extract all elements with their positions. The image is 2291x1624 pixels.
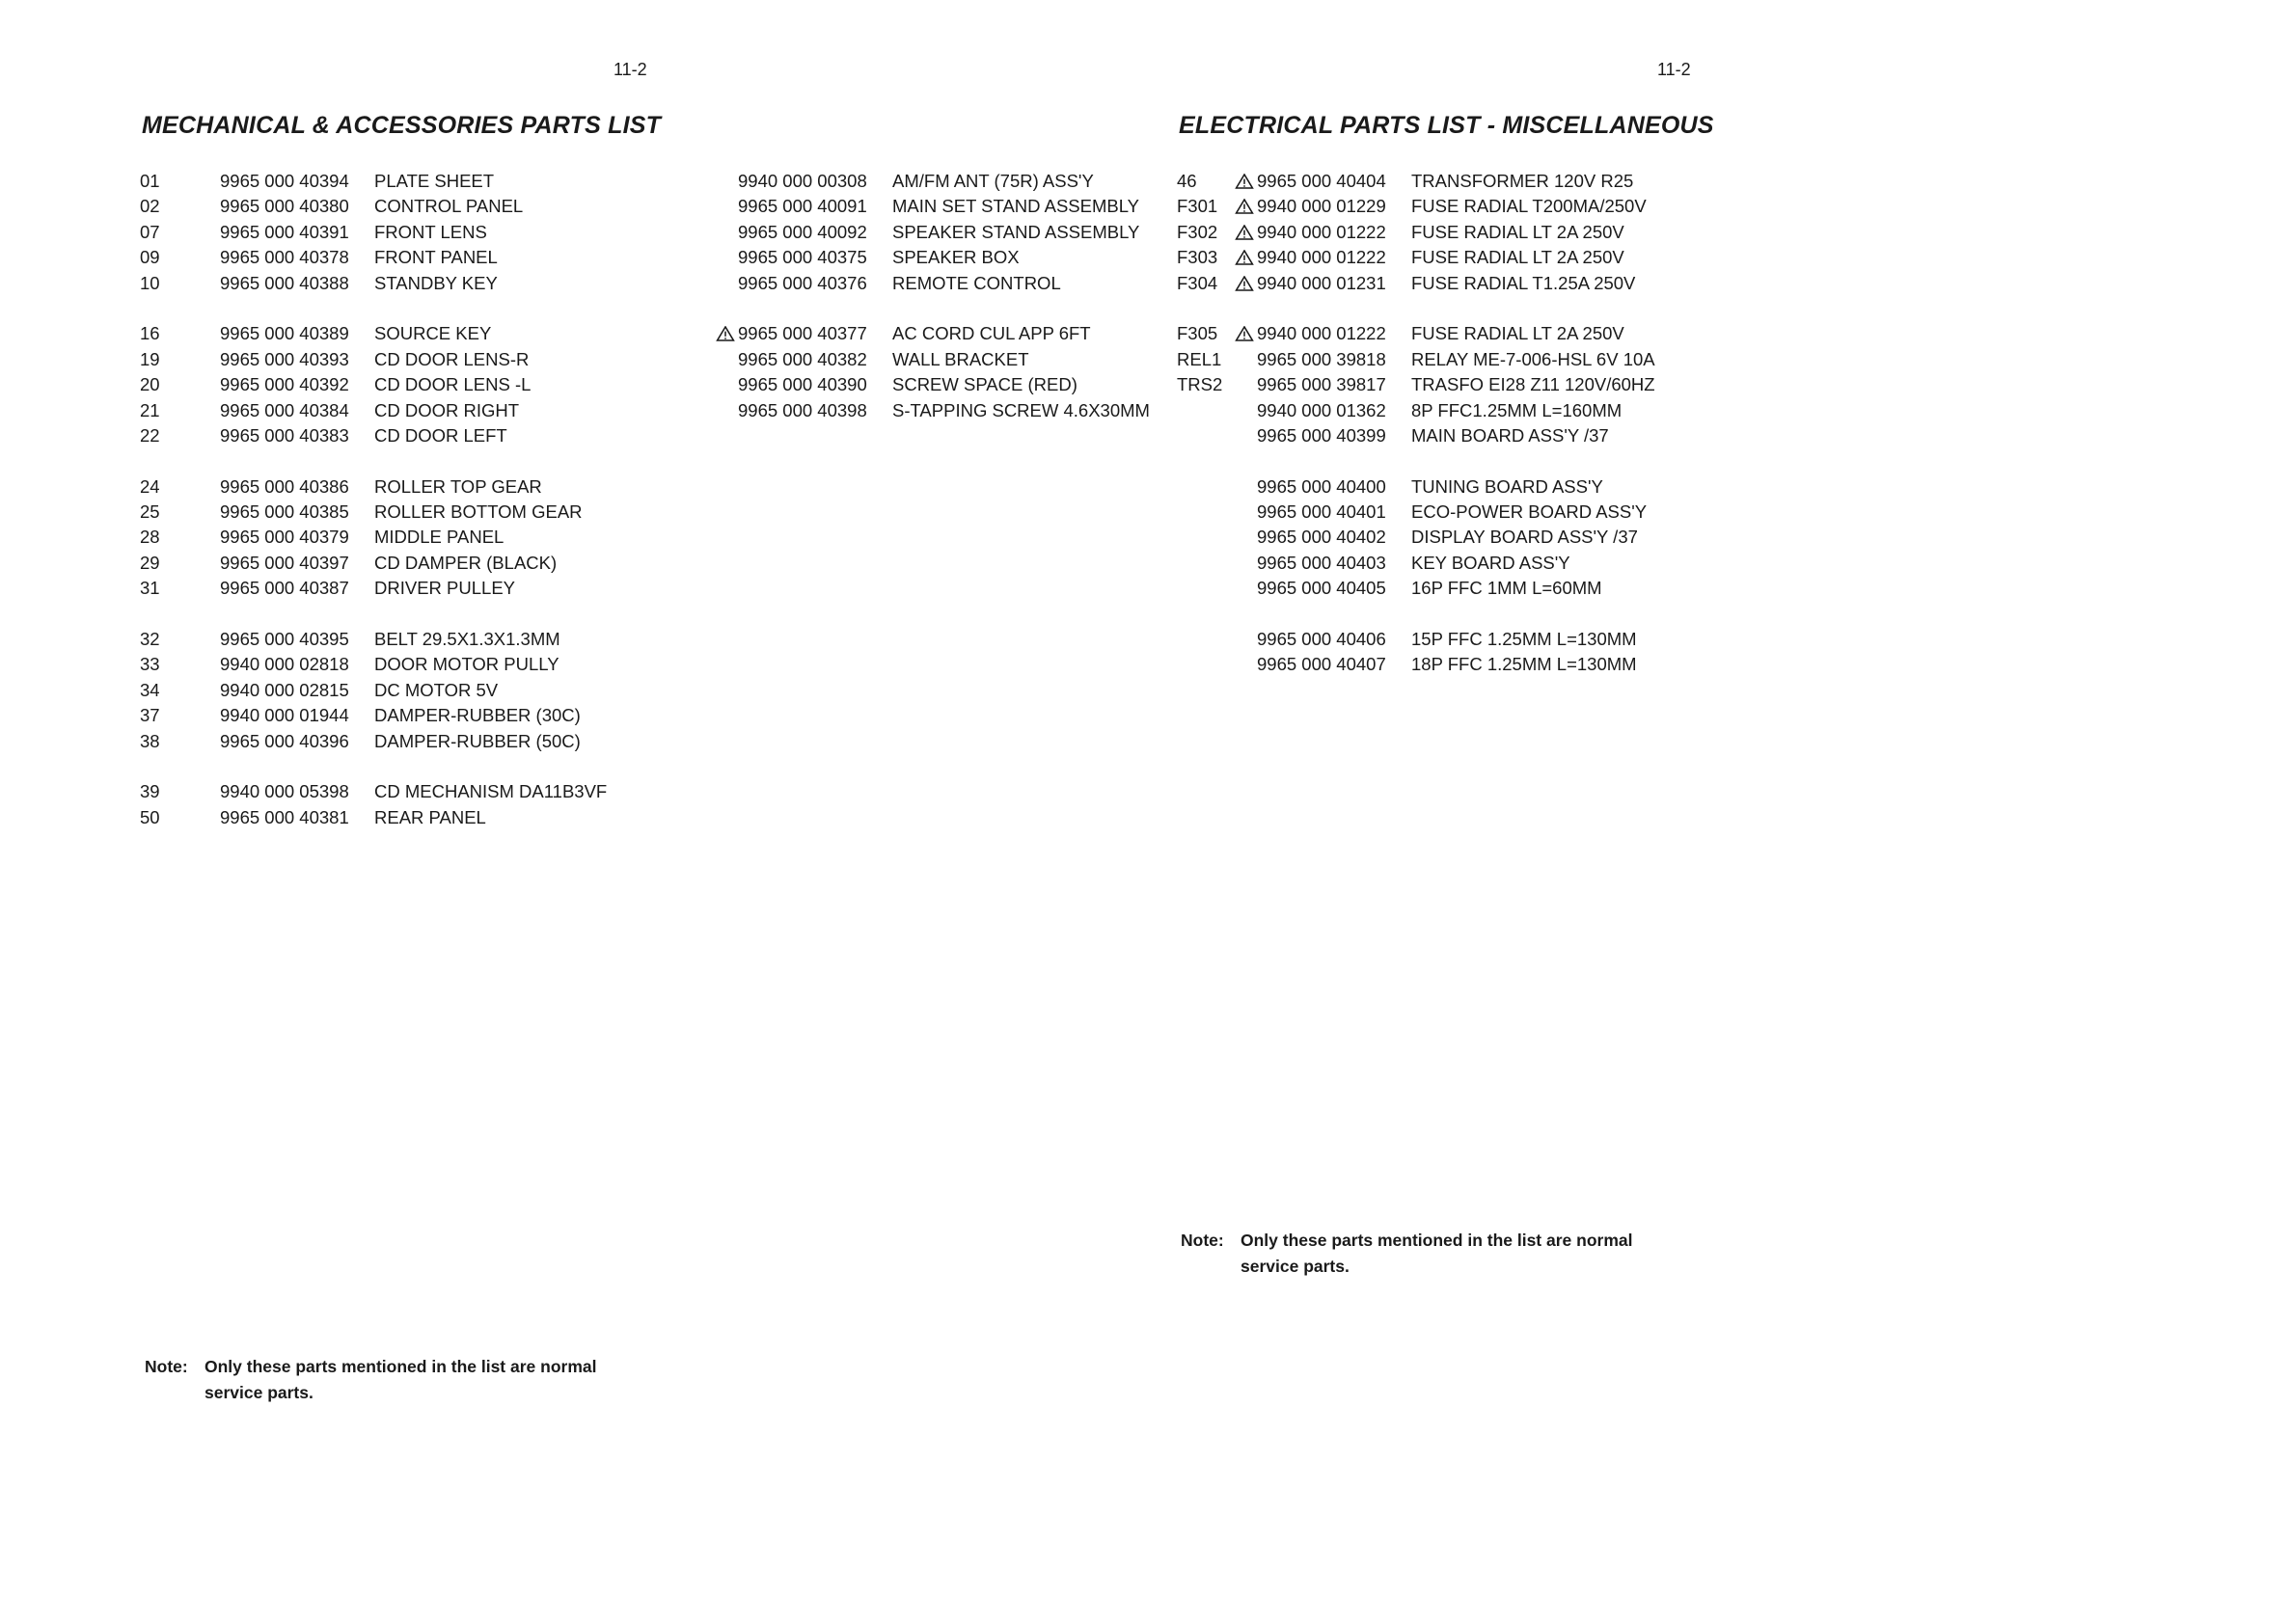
part-description: S-TAPPING SCREW 4.6X30MM xyxy=(892,399,1150,420)
warning-triangle-icon xyxy=(1235,225,1254,240)
mechanical-parts-list xyxy=(140,169,719,830)
part-number: 9965 000 40398 xyxy=(738,399,867,420)
item-number: 07 xyxy=(140,221,160,242)
part-description: DISPLAY BOARD ASS'Y /37 xyxy=(1411,527,1638,548)
part-description: REMOTE CONTROL xyxy=(892,272,1061,293)
parts-row xyxy=(140,372,719,397)
part-description: 18P FFC 1.25MM L=130MM xyxy=(1411,654,1637,675)
parts-row xyxy=(140,169,719,194)
part-number: 9965 000 40375 xyxy=(738,247,867,268)
part-number: 9965 000 40379 xyxy=(220,527,349,548)
part-description: CD DOOR RIGHT xyxy=(374,399,520,420)
part-description: CD DOOR LENS-R xyxy=(374,348,530,369)
part-description: SPEAKER STAND ASSEMBLY xyxy=(892,221,1140,242)
part-description: 16P FFC 1MM L=60MM xyxy=(1411,578,1602,599)
part-description: SCREW SPACE (RED) xyxy=(892,374,1077,395)
left-note xyxy=(145,1354,723,1412)
electrical-parts-list xyxy=(1177,169,1717,678)
parts-row xyxy=(714,398,1167,423)
accessories-parts-list xyxy=(714,169,1167,423)
reference-designator: F302 xyxy=(1177,221,1218,242)
item-number: 29 xyxy=(140,552,160,573)
part-description: SPEAKER BOX xyxy=(892,247,1020,268)
reference-designator: F304 xyxy=(1177,272,1218,293)
part-description: AM/FM ANT (75R) ASS'Y xyxy=(892,171,1094,191)
parts-row xyxy=(1177,500,1717,525)
part-description: FRONT LENS xyxy=(374,221,487,242)
part-number: 9965 000 40390 xyxy=(738,374,867,395)
reference-designator: REL1 xyxy=(1177,348,1222,369)
part-description: WALL BRACKET xyxy=(892,348,1029,369)
part-description: DRIVER PULLEY xyxy=(374,578,515,599)
parts-row xyxy=(1177,347,1717,372)
parts-row xyxy=(1177,169,1717,194)
note-label: Note: xyxy=(1181,1231,1224,1250)
part-description: ECO-POWER BOARD ASS'Y xyxy=(1411,501,1648,523)
part-number: 9965 000 40391 xyxy=(220,221,349,242)
part-number: 9965 000 40383 xyxy=(220,424,349,446)
parts-row xyxy=(140,245,719,270)
part-description: FUSE RADIAL T1.25A 250V xyxy=(1411,272,1636,293)
group-spacer xyxy=(140,296,719,321)
part-number: 9940 000 00308 xyxy=(738,171,867,191)
part-description: MAIN BOARD ASS'Y /37 xyxy=(1411,424,1609,446)
group-spacer xyxy=(1177,448,1717,474)
part-number: 9965 000 40091 xyxy=(738,196,867,217)
warning-triangle-icon xyxy=(1235,174,1254,189)
parts-row xyxy=(714,194,1167,219)
part-description: 15P FFC 1.25MM L=130MM xyxy=(1411,629,1637,650)
parts-row xyxy=(1177,627,1717,652)
item-number: 10 xyxy=(140,272,160,293)
part-number: 9965 000 40384 xyxy=(220,399,349,420)
note-text xyxy=(1241,1228,1723,1280)
part-description: STANDBY KEY xyxy=(374,272,498,293)
part-number: 9965 000 40382 xyxy=(738,348,867,369)
warning-triangle-icon xyxy=(716,326,735,341)
part-description: PLATE SHEET xyxy=(374,171,495,191)
part-description: CD DOOR LEFT xyxy=(374,424,507,446)
part-number: 9965 000 40377 xyxy=(738,323,867,344)
parts-row xyxy=(714,347,1167,372)
item-number: 20 xyxy=(140,374,160,395)
part-number: 9940 000 01944 xyxy=(220,705,349,726)
reference-designator: F305 xyxy=(1177,323,1218,344)
part-number: 9965 000 40406 xyxy=(1257,629,1386,650)
left-page-number: 11-2 xyxy=(614,60,647,79)
item-number: 09 xyxy=(140,247,160,268)
item-number: 21 xyxy=(140,399,160,420)
warning-triangle-icon xyxy=(1235,276,1254,291)
part-number: 9965 000 40393 xyxy=(220,348,349,369)
parts-row xyxy=(140,652,719,677)
part-number: 9965 000 40404 xyxy=(1257,171,1386,191)
item-number: 32 xyxy=(140,629,160,650)
part-description: FRONT PANEL xyxy=(374,247,498,268)
parts-row xyxy=(140,220,719,245)
parts-row xyxy=(140,398,719,423)
part-description: MAIN SET STAND ASSEMBLY xyxy=(892,196,1139,217)
part-number: 9965 000 40388 xyxy=(220,272,349,293)
part-number: 9965 000 39818 xyxy=(1257,348,1386,369)
part-number: 9940 000 01231 xyxy=(1257,272,1386,293)
part-number: 9965 000 40386 xyxy=(220,475,349,497)
parts-row xyxy=(1177,551,1717,576)
parts-row xyxy=(1177,220,1717,245)
part-description: KEY BOARD ASS'Y xyxy=(1411,552,1570,573)
reference-designator: F303 xyxy=(1177,247,1218,268)
part-description: FUSE RADIAL T200MA/250V xyxy=(1411,196,1647,217)
part-number: 9940 000 01222 xyxy=(1257,323,1386,344)
part-description: ROLLER BOTTOM GEAR xyxy=(374,501,583,523)
parts-row xyxy=(140,703,719,728)
mechanical-parts-heading: MECHANICAL & ACCESSORIES PARTS LIST xyxy=(142,112,662,139)
parts-row xyxy=(714,169,1167,194)
parts-row xyxy=(140,423,719,448)
item-number: 24 xyxy=(140,475,160,497)
parts-row xyxy=(714,220,1167,245)
part-description: TRANSFORMER 120V R25 xyxy=(1411,171,1634,191)
item-number: 31 xyxy=(140,578,160,599)
group-spacer xyxy=(714,296,1167,321)
parts-row xyxy=(714,321,1167,346)
part-number: 9965 000 40405 xyxy=(1257,578,1386,599)
part-number: 9965 000 40387 xyxy=(220,578,349,599)
item-number: 25 xyxy=(140,501,160,523)
warning-triangle-icon xyxy=(1235,326,1254,341)
part-number: 9965 000 40392 xyxy=(220,374,349,395)
electrical-parts-heading: ELECTRICAL PARTS LIST - MISCELLANEOUS xyxy=(1179,112,1714,139)
item-number: 33 xyxy=(140,654,160,675)
parts-row xyxy=(140,779,719,804)
part-description: FUSE RADIAL LT 2A 250V xyxy=(1411,323,1624,344)
warning-triangle-icon xyxy=(1235,250,1254,265)
parts-row xyxy=(140,729,719,754)
group-spacer xyxy=(140,602,719,627)
parts-row xyxy=(714,372,1167,397)
part-number: 9965 000 40389 xyxy=(220,323,349,344)
part-number: 9965 000 40381 xyxy=(220,806,349,827)
part-number: 9965 000 40394 xyxy=(220,171,349,191)
parts-row xyxy=(140,678,719,703)
part-number: 9940 000 02815 xyxy=(220,679,349,700)
part-number: 9965 000 40385 xyxy=(220,501,349,523)
item-number: 50 xyxy=(140,806,160,827)
part-number: 9965 000 40396 xyxy=(220,730,349,751)
part-description: DOOR MOTOR PULLY xyxy=(374,654,559,675)
item-number: 01 xyxy=(140,171,160,191)
note-text xyxy=(205,1354,687,1406)
parts-row xyxy=(140,525,719,550)
part-number: 9965 000 39817 xyxy=(1257,374,1386,395)
parts-row xyxy=(140,576,719,601)
part-description: RELAY ME-7-006-HSL 6V 10A xyxy=(1411,348,1655,369)
right-page-number: 11-2 xyxy=(1657,60,1691,79)
parts-row xyxy=(714,245,1167,270)
group-spacer xyxy=(1177,296,1717,321)
part-description: 8P FFC1.25MM L=160MM xyxy=(1411,399,1623,420)
part-description: CD DAMPER (BLACK) xyxy=(374,552,558,573)
part-number: 9965 000 40400 xyxy=(1257,475,1386,497)
parts-row xyxy=(140,500,719,525)
note-line-2: service parts. xyxy=(205,1383,314,1402)
part-number: 9940 000 02818 xyxy=(220,654,349,675)
parts-row xyxy=(140,627,719,652)
warning-triangle-icon xyxy=(1235,199,1254,214)
item-number: 34 xyxy=(140,679,160,700)
part-number: 9965 000 40402 xyxy=(1257,527,1386,548)
parts-row xyxy=(1177,398,1717,423)
parts-row xyxy=(140,271,719,296)
item-number: 19 xyxy=(140,348,160,369)
parts-row xyxy=(1177,525,1717,550)
part-description: CONTROL PANEL xyxy=(374,196,524,217)
parts-row xyxy=(140,194,719,219)
part-number: 9965 000 40395 xyxy=(220,629,349,650)
parts-row xyxy=(714,271,1167,296)
part-number: 9940 000 05398 xyxy=(220,781,349,802)
part-description: AC CORD CUL APP 6FT xyxy=(892,323,1091,344)
item-number: 39 xyxy=(140,781,160,802)
part-number: 9965 000 40407 xyxy=(1257,654,1386,675)
part-description: DAMPER-RUBBER (30C) xyxy=(374,705,581,726)
part-description: DAMPER-RUBBER (50C) xyxy=(374,730,581,751)
part-description: FUSE RADIAL LT 2A 250V xyxy=(1411,221,1624,242)
part-number: 9965 000 40401 xyxy=(1257,501,1386,523)
note-line-1: Only these parts mentioned in the list are normal xyxy=(1241,1231,1633,1250)
parts-row xyxy=(1177,423,1717,448)
part-description: CD DOOR LENS -L xyxy=(374,374,532,395)
parts-row xyxy=(1177,271,1717,296)
part-description: ROLLER TOP GEAR xyxy=(374,475,542,497)
part-number: 9965 000 40397 xyxy=(220,552,349,573)
parts-row xyxy=(1177,474,1717,500)
right-note xyxy=(1181,1228,1759,1286)
group-spacer xyxy=(140,448,719,474)
part-number: 9965 000 40380 xyxy=(220,196,349,217)
reference-designator: F301 xyxy=(1177,196,1218,217)
part-description: FUSE RADIAL LT 2A 250V xyxy=(1411,247,1624,268)
parts-row xyxy=(1177,321,1717,346)
part-description: DC MOTOR 5V xyxy=(374,679,499,700)
item-number: 38 xyxy=(140,730,160,751)
item-number: 02 xyxy=(140,196,160,217)
part-number: 9940 000 01229 xyxy=(1257,196,1386,217)
item-number: 37 xyxy=(140,705,160,726)
part-number: 9965 000 40403 xyxy=(1257,552,1386,573)
part-description: BELT 29.5X1.3X1.3MM xyxy=(374,629,560,650)
part-number: 9965 000 40378 xyxy=(220,247,349,268)
parts-row xyxy=(140,551,719,576)
part-number: 9940 000 01362 xyxy=(1257,399,1386,420)
note-line-2: service parts. xyxy=(1241,1257,1350,1276)
group-spacer xyxy=(1177,602,1717,627)
parts-row xyxy=(1177,194,1717,219)
item-number: 16 xyxy=(140,323,160,344)
part-number: 9940 000 01222 xyxy=(1257,221,1386,242)
part-number: 9940 000 01222 xyxy=(1257,247,1386,268)
parts-row xyxy=(1177,652,1717,677)
reference-designator: TRS2 xyxy=(1177,374,1223,395)
reference-designator: 46 xyxy=(1177,171,1197,191)
part-number: 9965 000 40399 xyxy=(1257,424,1386,446)
parts-row xyxy=(1177,245,1717,270)
item-number: 22 xyxy=(140,424,160,446)
note-line-1: Only these parts mentioned in the list are normal xyxy=(205,1357,597,1376)
part-description: CD MECHANISM DA11B3VF xyxy=(374,781,608,802)
group-spacer xyxy=(140,754,719,779)
part-description: TUNING BOARD ASS'Y xyxy=(1411,475,1603,497)
part-number: 9965 000 40092 xyxy=(738,221,867,242)
parts-row xyxy=(1177,372,1717,397)
parts-row xyxy=(140,321,719,346)
note-label: Note: xyxy=(145,1357,188,1376)
part-description: SOURCE KEY xyxy=(374,323,492,344)
part-number: 9965 000 40376 xyxy=(738,272,867,293)
item-number: 28 xyxy=(140,527,160,548)
part-description: MIDDLE PANEL xyxy=(374,527,505,548)
parts-row xyxy=(140,474,719,500)
part-description: TRASFO EI28 Z11 120V/60HZ xyxy=(1411,374,1655,395)
part-description: REAR PANEL xyxy=(374,806,486,827)
parts-row xyxy=(1177,576,1717,601)
parts-row xyxy=(140,805,719,830)
parts-row xyxy=(140,347,719,372)
